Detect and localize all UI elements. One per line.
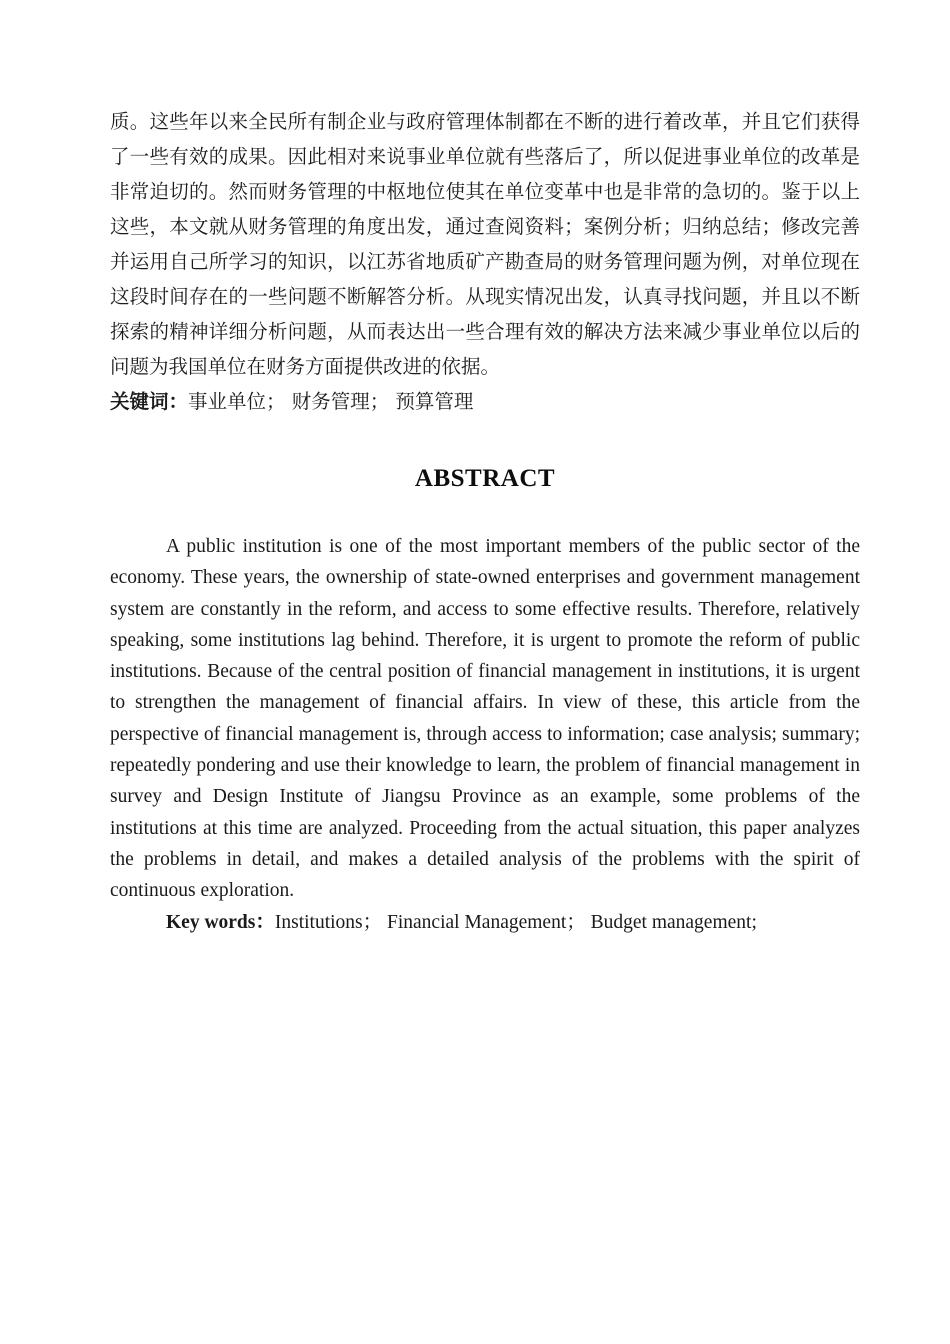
english-abstract-block — [110, 493, 860, 938]
english-abstract-body: A public institution is one of the most important members of the public sector of the economy. These years, the ownership of state-owned enterprises and government management system are constantly in the reform, and access to some effective results. Therefore, relatively speaking, some institutions lag behind. Therefore, it is urgent to promote the reform of public institutions. Because of the central position of financial management in institutions, it is urgent to strengthen the management of financial affairs. In view of these, this article from the perspective of financial management is, through access to information; case analysis; summary; repeatedly pondering and use their knowledge to learn, the problem of financial management in survey and Design Institute of Jiangsu Province as an example, some problems of the institutions at this time are analyzed. Proceeding from the actual situation, this paper analyzes the problems in detail, and makes a detailed analysis of the problems with the spirit of continuous exploration. — [110, 536, 860, 902]
english-keywords-line — [110, 907, 860, 938]
chinese-keywords-label: 关键词： — [110, 390, 189, 413]
abstract-heading: ABSTRACT — [414, 465, 556, 492]
english-keywords-items: Institutions； Financial Management； Budget management; — [274, 911, 757, 933]
chinese-abstract-body: 质。这些年以来全民所有制企业与政府管理体制都在不断的进行着改革，并且它们获得了一些有效的成果。因此相对来说事业单位就有些落后了，所以促进事业单位的改革是非常迫切的。然而财务管理的中枢地位使其在单位变革中也是非常的急切的。鉴于以上这些，本文就从财务管理的角度出发，通过查阅资料；案例分析；归纳总结；修改完善并运用自己所学习的知识，以江苏省地质矿产勘查局的财务管理问题为例，对单位现在这段时间存在的一些问题不断解答分析。从现实情况出发，认真寻找问题，并且以不断探索的精神详细分析问题，从而表达出一些合理有效的解决方法来减少事业单位以后的问题为我国单位在财务方面提供改进的依据。 — [110, 110, 860, 378]
chinese-keywords-line — [110, 384, 860, 419]
chinese-keywords-items: 事业单位； 财务管理； 预算管理 — [188, 390, 474, 413]
page-content — [110, 104, 860, 938]
english-keywords-label: Key words： — [166, 911, 275, 933]
